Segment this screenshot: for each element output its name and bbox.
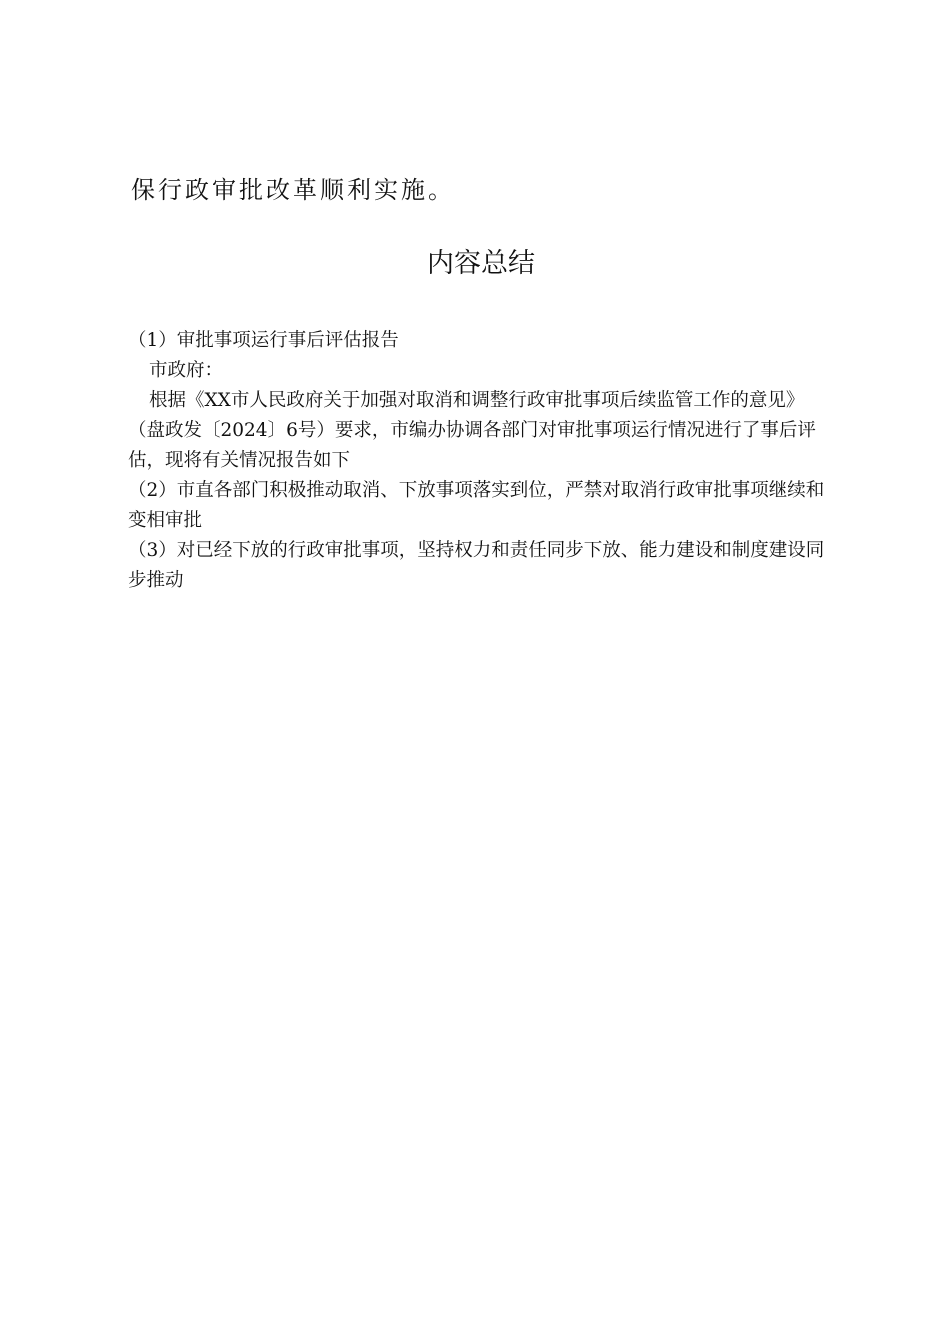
item-1-heading: （1）审批事项运行事后评估报告 [128, 330, 399, 351]
item-3-paragraph: （3）对已经下放的行政审批事项，坚持权力和责任同步下放、能力建设和制度建设同步推动 [128, 540, 825, 591]
salutation: 市政府： [149, 360, 224, 381]
report-body-paragraph: 根据《XX市人民政府关于加强对取消和调整行政审批事项后续监管工作的意见》（盘政发〔2024〕6号）要求，市编办协调各部门对审批事项运行情况进行了事后评估，现将有关情况报告如下 [128, 390, 816, 471]
item-2-paragraph: （2）市直各部门积极推动取消、下放事项落实到位，严禁对取消行政审批事项继续和变相审批 [128, 480, 825, 531]
carry-over-text: 保行政审批改革顺利实施。 [131, 176, 455, 204]
section-title: 内容总结 [427, 248, 535, 279]
summary-content [128, 326, 830, 596]
